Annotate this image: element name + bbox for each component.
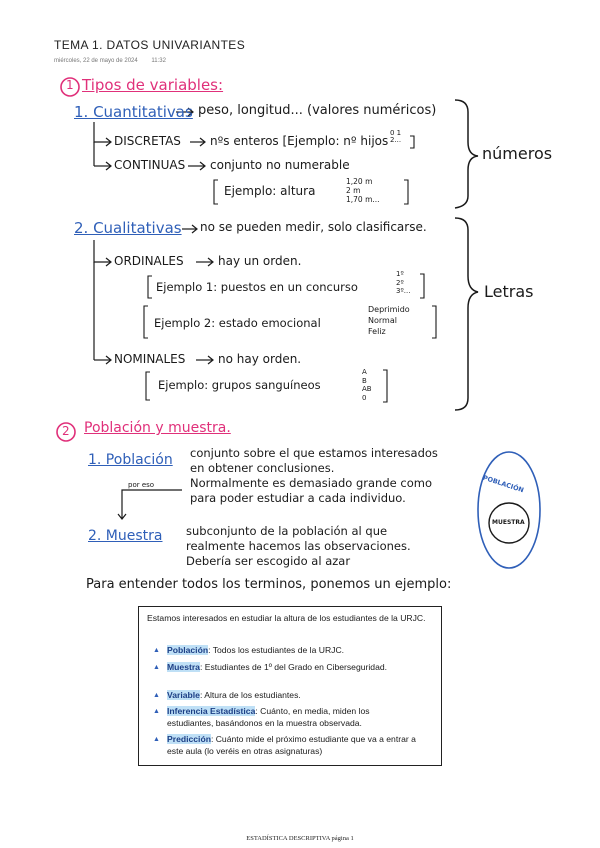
poblacion-line: para poder estudiar a cada individuo. [190,491,406,505]
numeros-label: números [482,144,553,163]
discretas-label: DISCRETAS [114,134,181,148]
cualitativas-desc: no se pueden medir, solo clasificarse. [200,220,427,234]
example2-val: Deprimido [368,305,410,314]
example2-val: Feliz [368,327,386,336]
example-term: Variable [167,690,200,700]
poblacion-line: en obtener conclusiones. [190,461,335,475]
section1-heading: Tipos de variables: [82,76,224,94]
cuantitativas-desc: peso, longitud... (valores numéricos) [198,103,437,118]
continuas-example: Ejemplo: altura [224,184,316,198]
continuas-val: 2 m [346,186,361,195]
poblacion-line: Normalmente es demasiado grande como [190,476,432,490]
ordinales-desc: hay un orden. [218,254,302,268]
muestra-label: 2. Muestra [88,528,163,544]
bullet-icon: ▲ [153,664,160,671]
cualitativas-label: 2. Cualitativas [74,219,182,237]
diagram-poblacion-label: POBLACIÓN [481,473,525,495]
cuantitativas-label: 1. Cuantitativas [74,103,193,121]
continuas-label: CONTINUAS [114,158,186,172]
nominales-desc: no hay orden. [218,352,302,366]
example3-val: B [362,376,367,385]
continuas-vals [346,177,380,204]
continuas-val: 1,20 m [346,177,373,186]
poblacion-line: conjunto sobre el que estamos interesados [190,446,438,460]
bullet-icon: ▲ [153,736,160,743]
example2-vals [368,304,410,337]
page-footer: ESTADÍSTICA DESCRIPTIVA página 1 [246,835,354,842]
example-item [167,690,433,702]
example-box [138,606,442,766]
example-item [167,706,417,729]
letras-brace [455,218,478,410]
section1-number: 1 [66,78,74,92]
example3-text: Ejemplo: grupos sanguíneos [158,378,321,392]
example-box-intro: Estamos interesados en estudiar la altura de los estudiantes de la URJC. [147,613,426,623]
example1-vals [396,270,410,296]
page-date: miércoles, 22 de mayo de 2024 [54,58,138,64]
example2-text: Ejemplo 2: estado emocional [154,316,321,330]
page-time: 11:32 [151,58,166,64]
example3-vals [362,368,372,402]
muestra-line: subconjunto de la población al que [186,524,388,538]
poblacion-label: 1. Población [88,452,173,468]
example-term: Muestra [167,662,200,672]
example1-val: 2º [396,278,404,287]
nominales-label: NOMINALES [114,352,186,366]
example-text: : Cuánto, en media, miden los estudiantes, basándonos en la muestra observada. [167,706,370,728]
bullet-icon: ▲ [153,692,160,699]
example1-val: 1º [396,270,404,278]
example3-val: A [362,368,367,376]
cualitativas-arrows [94,225,213,364]
example-item [167,662,397,674]
discretas-vals: 0 1 2... [390,129,402,144]
example-item [167,645,433,657]
numeros-brace [455,100,478,208]
example2-val: Normal [368,316,397,325]
section2-heading: Población y muestra. [84,420,231,436]
example-text: : Estudiantes de 1º del Grado en Ciberseguridad. [199,662,388,672]
example-term: Inferencia Estadística [167,706,256,716]
example-text: : Todos los estudiantes de la URJC. [208,645,345,655]
por-eso-label: por eso [128,481,155,489]
ordinales-label: ORDINALES [114,254,184,268]
example-item [167,734,433,757]
poblacion-muestra-arrows [118,490,182,519]
example-text: : Altura de los estudiantes. [199,690,301,700]
example-term: Predicción [167,734,211,744]
poblacion-ellipse [478,452,540,568]
poblacion-definition [190,446,438,506]
example1-val: 3º... [396,287,411,295]
discretas-desc: nºs enteros [Ejemplo: nº hijos [210,134,389,148]
continuas-val: 1,70 m... [346,195,380,204]
example1-text: Ejemplo 1: puestos en un concurso [156,280,358,294]
bullet-icon: ▲ [153,647,160,654]
muestra-line: realmente hacemos las observaciones. [186,539,411,553]
muestra-definition [186,524,411,569]
example3-val: 0 [362,393,367,402]
example-term: Población [167,645,209,655]
example-intro: Para entender todos los terminos, ponemos un ejemplo: [86,577,452,592]
muestra-line: Debería ser escogido al azar [186,554,351,568]
example-text: : Cuánto mide el próximo estudiante que va a entrar a este aula (lo veréis en otras asignaturas) [167,734,416,756]
letras-label: Letras [484,282,534,301]
continuas-desc: conjunto no numerable [210,158,350,172]
diagram-muestra-label: MUESTRA [492,519,525,526]
section2-number: 2 [62,424,70,438]
page-title: TEMA 1. DATOS UNIVARIANTES [54,38,246,52]
bullet-icon: ▲ [153,708,160,715]
example3-val: AB [362,385,372,393]
